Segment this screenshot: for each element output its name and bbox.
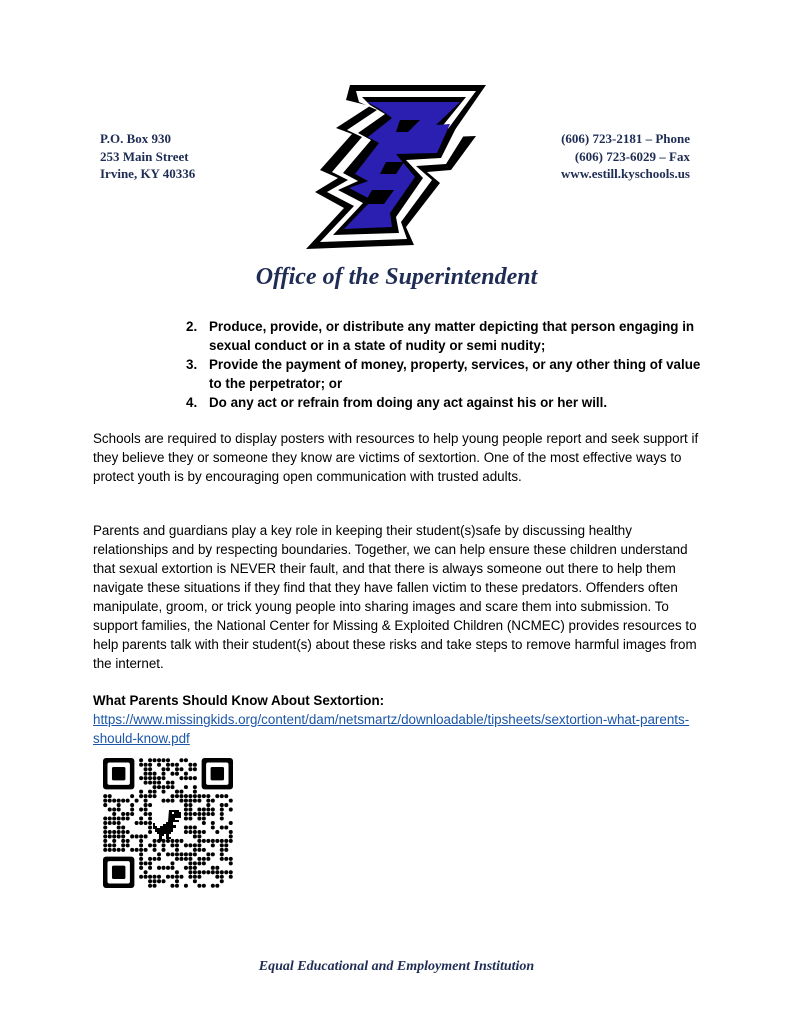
list-item (186, 317, 706, 355)
list-item-text: Provide the payment of money, property, services, or any other thing of value to the perpetrator; or (209, 357, 701, 391)
list-item (186, 355, 706, 393)
letterhead-address (100, 130, 195, 183)
list-item-number: 3. (186, 357, 198, 372)
list-item-text: Do any act or refrain from doing any act against his or her will. (209, 395, 608, 410)
numbered-list (186, 317, 706, 412)
resource-link[interactable]: https://www.missingkids.org/content/dam/netsmartz/downloadable/tipsheets/sextortion-what-parents-should-know.pdf (93, 712, 690, 746)
footer-statement: Equal Educational and Employment Institution (258, 959, 535, 974)
city-state-zip: Irvine, KY 40336 (100, 166, 196, 181)
phone-number: (606) 723-2181 – Phone (561, 131, 690, 146)
parents-paragraph: Parents and guardians play a key role in keeping their student(s)safe by discussing healthy relationships and by respecting boundaries. Together, we can help ensure these children understand that sexual extortion is NEVER their fault, and that there is always someone out there to help them navigate these situations if they find that they have fallen victim to these predators. Offenders often manipulate, groom, or trick young people into sharing images and scare them into submission. To support families, the National Center for Missing & Exploited Children (NCMEC) provides resources to help parents talk with their student(s) about these risks and take steps to remove harmful images from the internet. (93, 523, 697, 671)
list-item (186, 393, 706, 412)
dinosaur-icon (153, 810, 181, 841)
list-item-number: 4. (186, 395, 198, 410)
po-box: P.O. Box 930 (100, 131, 172, 146)
qr-code[interactable] (103, 758, 233, 888)
resource-heading: What Parents Should Know About Sextortion: (93, 693, 385, 708)
office-title: Office of the Superintendent (255, 264, 538, 290)
estill-e-logo (300, 82, 490, 252)
posters-paragraph: Schools are required to display posters with resources to help young people report and seek support if they believe they or someone they know are victims of sextortion. One of the most effective ways to protect youth is by encouraging open communication with trusted adults. (93, 431, 699, 484)
website-address: www.estill.kyschools.us (561, 166, 690, 181)
list-item-number: 2. (186, 319, 198, 334)
fax-number: (606) 723-6029 – Fax (574, 148, 690, 164)
letterhead-contact (561, 130, 690, 183)
street-address: 253 Main Street (100, 148, 189, 164)
list-item-text: Produce, provide, or distribute any matter depicting that person engaging in sexual conduct or in a state of nudity or semi nudity; (209, 319, 695, 353)
